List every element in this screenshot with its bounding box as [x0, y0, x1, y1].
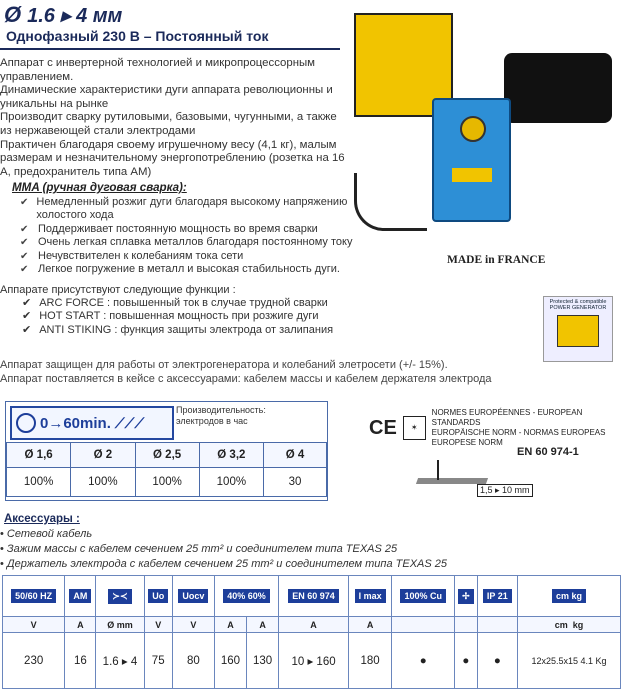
unit: [477, 617, 517, 633]
current-range-icon: EN 60 974: [279, 576, 349, 617]
spec-value: 80: [172, 633, 214, 689]
unit: V: [3, 617, 65, 633]
duty-head: Ø 1,6: [7, 443, 71, 468]
spec-value: 1.6 ▸ 4: [96, 633, 144, 689]
list-item: ARC FORCE : повышенный ток в случае трудной сварки: [39, 297, 328, 309]
norms: [369, 408, 623, 448]
eu-stars-icon: ✶: [403, 416, 426, 440]
check-icon: ✔: [20, 237, 29, 249]
spec-value: ●: [392, 633, 455, 689]
duty-head: Ø 2: [71, 443, 135, 468]
unit: A: [348, 617, 391, 633]
desc-line: Практичен благодаря своему игрушечному весу (4,1 кг), малым размерам и незначительному энергопотреблению (розетка на 16 А, предохранитель типа АМ): [0, 138, 345, 178]
unit: A: [247, 617, 279, 633]
duty-table: [5, 401, 328, 501]
spec-value: 10 ▸ 160: [279, 633, 349, 689]
check-icon: ✔: [22, 310, 32, 323]
spec-value: 180: [348, 633, 391, 689]
check-icon: ✔: [20, 264, 29, 276]
duty-value: 100%: [7, 468, 71, 497]
protected-badge-label: Protected & compatible POWER GENERATOR: [549, 299, 607, 311]
spec-value: 75: [144, 633, 172, 689]
header-rule: [0, 48, 340, 50]
spec-value: 12x25.5x15 4.1 Kg: [518, 633, 621, 689]
title-range: 1.6 ▸ 4 мм: [27, 4, 123, 27]
norm-line: NORMES EUROPÉENNES - EUROPEAN STANDARDS: [431, 408, 583, 427]
duty-cycle-icon: 40% 60%: [214, 576, 278, 617]
list-item: Поддерживает постоянную мощность во время сварки: [38, 222, 318, 235]
fan-icon: ✢: [455, 576, 477, 617]
check-icon: ✔: [20, 250, 29, 262]
list-item: Легкое погружение в металл и высокая стабильность дуги.: [38, 263, 340, 276]
product-image: [352, 8, 617, 248]
duty-value: 30: [264, 468, 327, 497]
functions-head: Аппарате присутствуют следующие функции :: [0, 284, 236, 296]
duty-badge-label: 0→60min.: [40, 414, 111, 432]
unit: V: [144, 617, 172, 633]
thickness-label: 1,5 ▸ 10 mm: [477, 484, 533, 497]
unit: [392, 617, 455, 633]
duty-head: Ø 3,2: [199, 443, 263, 468]
unit: A: [279, 617, 349, 633]
accessories-title: Аксессуары :: [4, 513, 80, 525]
ip-icon: IP 21: [477, 576, 517, 617]
uo-icon: Uo: [144, 576, 172, 617]
en-standard: EN 60 974-1: [517, 446, 579, 458]
list-item: Нечувствителен к колебаниям тока сети: [38, 249, 244, 262]
accessories-list: • Сетевой кабель • Зажим массы с кабелем сечением 25 mm² и соединителем типа TEXAS 25 • Держатель электрода с кабелем сечением 25 mm² и соединителем типа TEXAS 25: [0, 528, 448, 570]
electrode-dia-icon: ≻≺: [96, 576, 144, 617]
desc-line: Динамические характеристики дуги аппарата революционны и уникальны на рынке: [0, 84, 333, 110]
check-icon: ✔: [22, 297, 32, 309]
duty-value: 100%: [199, 468, 263, 497]
plug-icon: 50/60 HZ: [3, 576, 65, 617]
spec-value: 230: [3, 633, 65, 689]
spec-value: 160: [214, 633, 246, 689]
unit: V: [172, 617, 214, 633]
uocv-icon: Uocv: [172, 576, 214, 617]
duty-value: 100%: [71, 468, 135, 497]
functions-list: [22, 297, 333, 337]
duty-badge: [10, 406, 174, 440]
list-item: Очень легкая сплавка металлов благодаря постоянному току: [38, 236, 353, 249]
check-icon: ✔: [20, 223, 29, 235]
list-item: Сетевой кабель: [6, 528, 93, 540]
duty-value: 100%: [135, 468, 199, 497]
mma-title: MMA (ручная дуговая сварка):: [12, 181, 187, 194]
page-title: [4, 2, 122, 28]
subtitle: Однофазный 230 В – Постоянный ток: [6, 28, 269, 44]
fuse-icon: AM: [65, 576, 96, 617]
norm-line: EUROPÄISCHE NORM - NORMAS EUROPEAS: [431, 428, 606, 437]
spec-value: 16: [65, 633, 96, 689]
list-item: HOT START : повышенная мощность при розжиге дуги: [39, 310, 319, 323]
check-icon: ✔: [20, 197, 29, 208]
unit: A: [214, 617, 246, 633]
desc-line: Производит сварку рутиловыми, базовыми, чугунными, а также из нержавеющей стали электродами: [0, 111, 337, 137]
list-item: Зажим массы с кабелем сечением 25 mm² и соединителем типа TEXAS 25: [6, 543, 398, 555]
box-weight-icon: cm kg: [518, 576, 621, 617]
ce-mark: CE: [369, 417, 397, 439]
protected-badge: [543, 296, 613, 362]
spec-value: 130: [247, 633, 279, 689]
unit: A: [65, 617, 96, 633]
mma-list: [20, 196, 360, 276]
made-in: MADE in FRANCE: [447, 254, 546, 266]
list-item: Держатель электрода с кабелем сечением 25 mm² и соединителем типа TEXAS 25: [6, 558, 448, 570]
thickness-diagram: [417, 460, 537, 505]
duty-head: Ø 2,5: [135, 443, 199, 468]
unit: [455, 617, 477, 633]
diameter-symbol: Ø: [4, 2, 22, 27]
note-line: Аппарат поставляется в кейсе с аксессуарами: кабелем массы и кабелем держателя электрода: [0, 373, 492, 385]
spec-table: [2, 575, 621, 689]
electrode-icon: ⟋⟋⟋: [114, 414, 145, 431]
spec-value: ●: [455, 633, 477, 689]
list-item: ANTI STIKING : функция защиты электрода от залипания: [39, 323, 334, 336]
generator-icon: [557, 315, 599, 347]
duty-head: Ø 4: [264, 443, 327, 468]
unit: cm kg: [518, 617, 621, 633]
check-icon: ✔: [22, 323, 32, 336]
imax-icon: I max: [348, 576, 391, 617]
unit: Ø mm: [96, 617, 144, 633]
notes: [0, 358, 492, 386]
norm-line: EUROPESE NORM: [431, 438, 503, 447]
spec-value: ●: [477, 633, 517, 689]
clock-icon: [16, 413, 36, 433]
description: [0, 57, 345, 179]
list-item: Немедленный розжиг дуги благодаря высокому напряжению холостого хода: [36, 196, 348, 222]
copper-icon: 100% Cu: [392, 576, 455, 617]
desc-line: Аппарат с инвертерной технологией и микропроцессорным управлением.: [0, 57, 316, 83]
note-line: Аппарат защищен для работы от электрогенератора и колебаний элетросети (+/- 15%).: [0, 359, 448, 371]
duty-text: Производительность: электродов в час: [176, 405, 266, 426]
